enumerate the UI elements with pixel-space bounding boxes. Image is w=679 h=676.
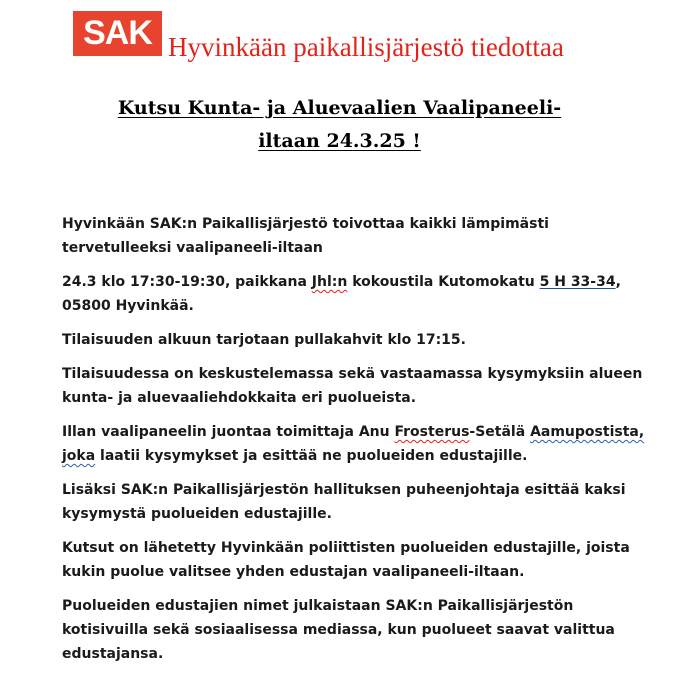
- paragraph-time-place: [62, 270, 662, 318]
- sak-logo: SAK: [73, 11, 162, 56]
- newspaper-name: Aamupostista, joka: [62, 424, 645, 464]
- body-text: [62, 212, 662, 676]
- postcode-text: , 05800 Hyvinkää.: [62, 274, 621, 314]
- paragraph-welcome: Hyvinkään SAK:n Paikallisjärjestö toivottaa kaikki lämpimästi tervetulleeksi vaalipaneeli-iltaan: [62, 216, 549, 256]
- paragraph-publication: Puolueiden edustajien nimet julkaistaan SAK:n Paikallisjärjestön kotisivuilla sekä sosiaalisessa mediassa, kun puolueet saavat valittua edustajansa.: [62, 598, 615, 662]
- jhl-text: Jhl:n: [311, 274, 348, 290]
- venue-text: kokoustila Kutomokatu: [347, 274, 540, 290]
- paragraph-invitations: Kutsut on lähetetty Hyvinkään poliittisten puolueiden edustajille, joista kukin puolue valitsee yhden edustajan vaalipaneeli-iltaan.: [62, 540, 630, 580]
- paragraph-chair: Lisäksi SAK:n Paikallisjärjestön hallituksen puheenjohtaja esittää kaksi kysymystä puolueiden edustajille.: [62, 482, 626, 522]
- host-intro: Illan vaalipaneelin juontaa toimittaja Anu: [62, 424, 395, 440]
- host-surname: Frosterus: [394, 424, 470, 440]
- host-role: laatii kysymykset ja esittää ne puolueiden edustajille.: [95, 448, 528, 464]
- time-text: 24.3 klo 17:30-19:30, paikkana: [62, 274, 312, 290]
- paragraph-candidates: Tilaisuudessa on keskustelemassa sekä vastaamassa kysymyksiin alueen kunta- ja aluevaaliehdokkaita eri puolueista.: [62, 366, 643, 406]
- paragraph-coffee: Tilaisuuden alkuun tarjotaan pullakahvit klo 17:15.: [62, 332, 466, 348]
- headline-line-1: Kutsu Kunta- ja Aluevaalien Vaalipaneeli-: [117, 97, 562, 119]
- paragraph-host: [62, 420, 662, 468]
- address-link[interactable]: 5 H 33-34: [539, 274, 616, 290]
- host-surname-rest: -Setälä: [469, 424, 531, 440]
- headline: [0, 92, 679, 158]
- headline-line-2: iltaan 24.3.25 !: [258, 130, 421, 152]
- org-title: Hyvinkään paikallisjärjestö tiedottaa: [168, 32, 564, 62]
